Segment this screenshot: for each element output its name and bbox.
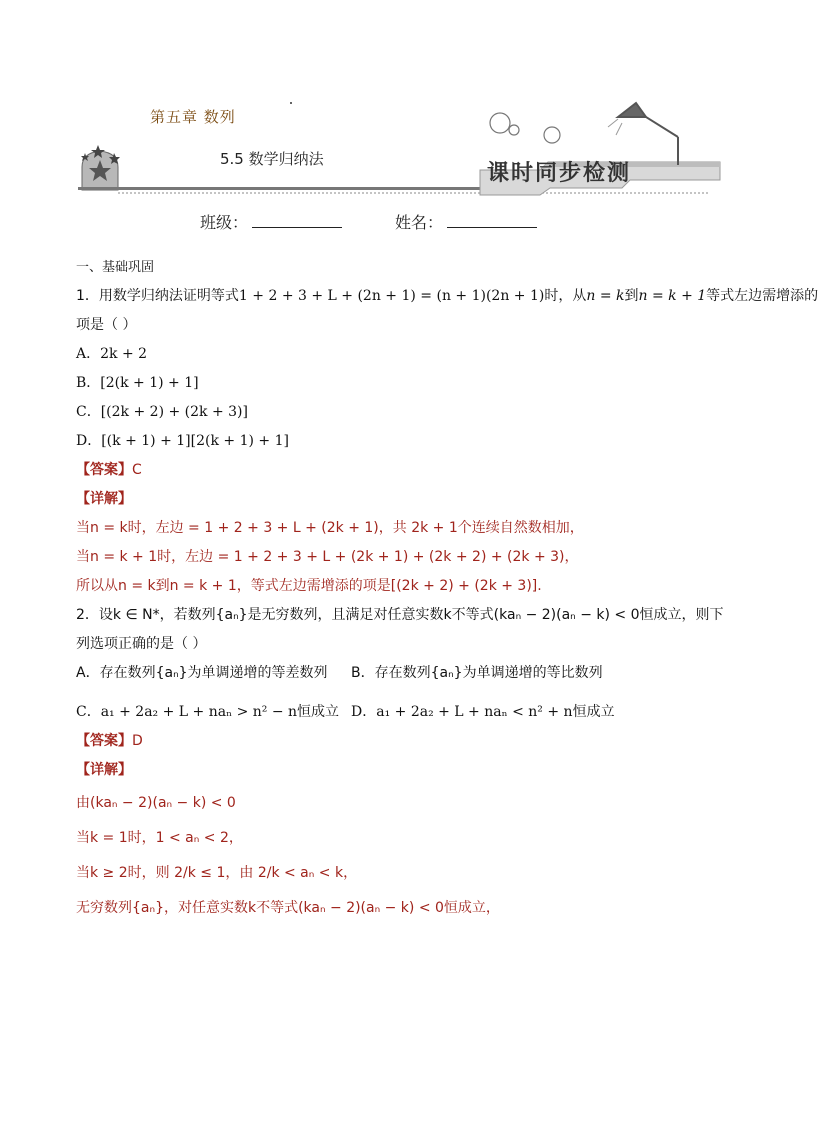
q1-option-d[interactable]: D．[(k + 1) + 1][2(k + 1) + 1] [76,432,289,449]
q2-detail-label: 【详解】 [76,761,132,778]
q2-stem: 2．设k ∈ N*，若数列{aₙ}是无穷数列，且满足对任意实数k不等式(kaₙ − 2)(aₙ − k) < 0恒成立，则下 [76,606,724,623]
class-blank[interactable] [252,213,342,228]
q2-stem-cont: 列选项正确的是（ ） [76,635,207,652]
q1-detail-1: 当n = k时，左边 = 1 + 2 + 3 + L + (2k + 1)，共 2k + 1个连续自然数相加， [76,519,584,536]
q1-option-c[interactable]: C．[(2k + 2) + (2k + 3)] [76,403,248,420]
q2-answer: 【答案】D [76,732,143,749]
section-title: 5.5 数学归纳法 [220,150,324,168]
chapter-title: 第五章 数列 [150,108,236,126]
q1-answer: 【答案】C [76,461,142,478]
q1-stem-cont: 项是（ ） [76,316,137,333]
banner-title: 课时同步检测 [487,161,632,186]
section-heading: 一、基础巩固 [76,260,155,275]
name-field [395,210,537,233]
star-badge-icon [81,145,120,190]
q1-detail-2: 当n = k + 1时，左边 = 1 + 2 + 3 + L + (2k + 1) + (2k + 2) + (2k + 3)， [76,548,579,565]
name-blank[interactable] [447,213,537,228]
name-label: 姓名： [395,213,444,232]
q2-detail-4: 无穷数列{aₙ}，对任意实数k不等式(kaₙ − 2)(aₙ − k) < 0恒成立， [76,899,500,916]
q1-option-b[interactable]: B．[2(k + 1) + 1] [76,374,199,391]
class-field [200,210,342,233]
q2-option-a[interactable]: A．存在数列{aₙ}为单调递增的等差数列 [76,664,328,681]
class-label: 班级： [200,213,249,232]
q2-detail-1: 由(kaₙ − 2)(aₙ − k) < 0 [76,794,236,811]
q2-option-c[interactable]: C．a₁ + 2a₂ + L + naₙ > n² − n恒成立 [76,703,340,720]
q2-option-b[interactable]: B．存在数列{aₙ}为单调递增的等比数列 [351,664,603,681]
q1-option-a[interactable]: A．2k + 2 [76,345,148,362]
q2-detail-3: 当k ≥ 2时，则 2/k ≤ 1，由 2/k < aₙ < k， [76,864,358,881]
bubble-icon [490,113,510,133]
q1-detail-label: 【详解】 [76,490,132,507]
q1-stem: 1．用数学归纳法证明等式1 + 2 + 3 + L + (2n + 1) = (n + 1)(2n + 1)时，从n = k到n = k + 1等式左边需增添的 [76,287,818,304]
q2-detail-2: 当k = 1时，1 < aₙ < 2， [76,829,243,846]
q1-detail-3: 所以从n = k到n = k + 1，等式左边需增添的项是[(2k + 2) + (2k + 3)]. [76,577,542,594]
q2-options-row-1 [76,663,726,684]
document-body [76,258,818,919]
q2-options-row-2 [76,702,726,723]
q2-option-d[interactable]: D．a₁ + 2a₂ + L + naₙ < n² + n恒成立 [351,703,615,720]
